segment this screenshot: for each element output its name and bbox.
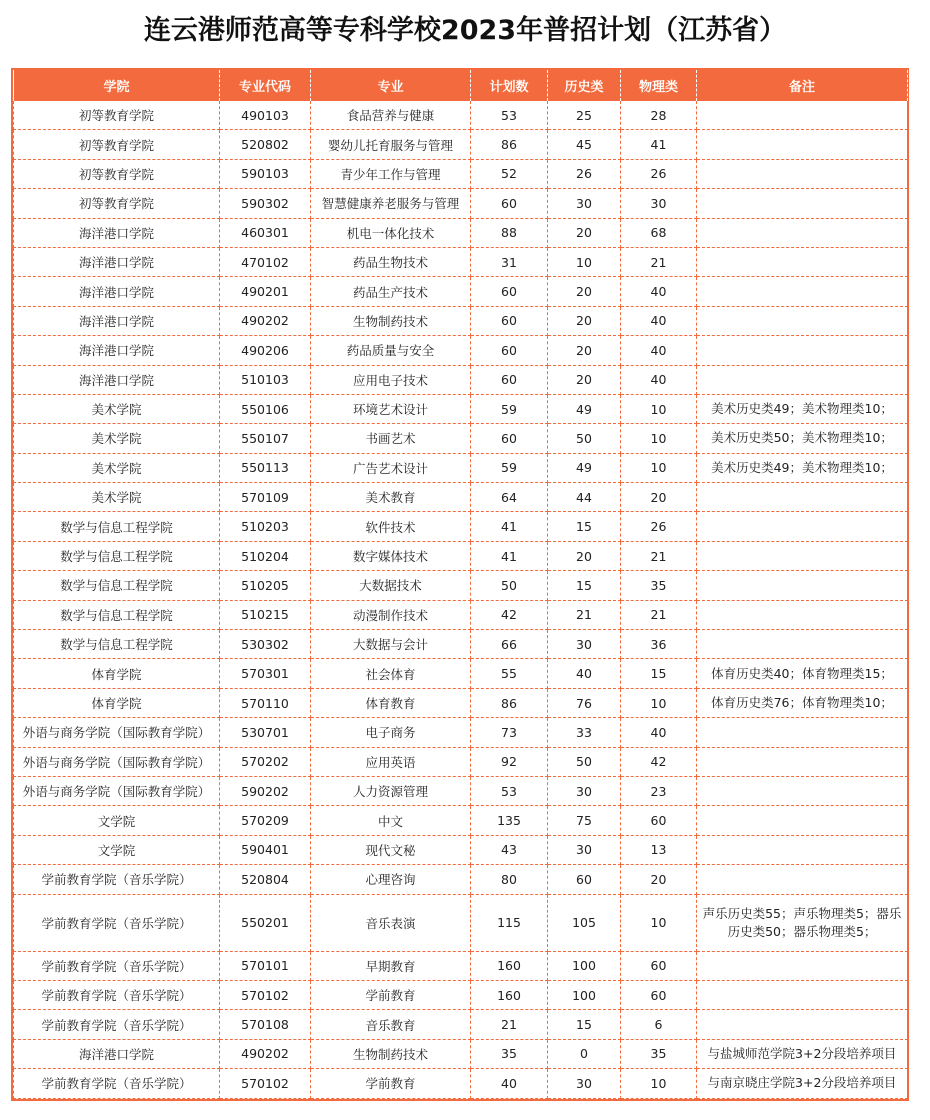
cell-notes <box>697 247 908 276</box>
cell-notes: 美术历史类49；美术物理类10； <box>697 394 908 423</box>
cell-notes: 体育历史类76；体育物理类10； <box>697 688 908 717</box>
cell-college: 外语与商务学院（国际教育学院） <box>14 718 220 747</box>
table-row <box>14 306 908 335</box>
cell-major: 应用电子技术 <box>311 365 471 394</box>
cell-major-code: 570102 <box>220 980 311 1009</box>
cell-history: 40 <box>548 659 621 688</box>
cell-history: 15 <box>548 1010 621 1039</box>
cell-notes <box>697 718 908 747</box>
cell-major-code: 510204 <box>220 541 311 570</box>
header-major: 专业 <box>311 70 471 101</box>
cell-physics: 10 <box>621 424 697 453</box>
cell-major: 环境艺术设计 <box>311 394 471 423</box>
cell-physics: 21 <box>621 600 697 629</box>
cell-notes <box>697 571 908 600</box>
cell-college: 体育学院 <box>14 688 220 717</box>
cell-plan-count: 160 <box>471 980 548 1009</box>
cell-major: 广告艺术设计 <box>311 453 471 482</box>
cell-college: 初等教育学院 <box>14 159 220 188</box>
cell-plan-count: 88 <box>471 218 548 247</box>
cell-history: 30 <box>548 776 621 805</box>
cell-college: 学前教育学院（音乐学院） <box>14 865 220 894</box>
cell-plan-count: 53 <box>471 776 548 805</box>
cell-plan-count: 21 <box>471 1010 548 1039</box>
cell-plan-count: 86 <box>471 130 548 159</box>
cell-major: 现代文秘 <box>311 835 471 864</box>
cell-major: 应用英语 <box>311 747 471 776</box>
cell-college: 海洋港口学院 <box>14 336 220 365</box>
cell-major-code: 490202 <box>220 1039 311 1068</box>
cell-major: 动漫制作技术 <box>311 600 471 629</box>
table-row <box>14 951 908 980</box>
cell-college: 学前教育学院（音乐学院） <box>14 980 220 1009</box>
cell-history: 105 <box>548 894 621 951</box>
table-row <box>14 1039 908 1068</box>
cell-college: 学前教育学院（音乐学院） <box>14 1069 220 1098</box>
cell-plan-count: 160 <box>471 951 548 980</box>
cell-history: 45 <box>548 130 621 159</box>
cell-major-code: 510205 <box>220 571 311 600</box>
cell-college: 外语与商务学院（国际教育学院） <box>14 776 220 805</box>
cell-plan-count: 59 <box>471 394 548 423</box>
cell-major-code: 510215 <box>220 600 311 629</box>
table-row <box>14 101 908 130</box>
cell-major: 音乐表演 <box>311 894 471 951</box>
cell-college: 海洋港口学院 <box>14 218 220 247</box>
table-row <box>14 277 908 306</box>
cell-notes <box>697 189 908 218</box>
cell-plan-count: 43 <box>471 835 548 864</box>
cell-major-code: 550201 <box>220 894 311 951</box>
cell-notes: 声乐历史类55；声乐物理类5；器乐历史类50；器乐物理类5； <box>697 894 908 951</box>
header-history: 历史类 <box>548 70 621 101</box>
table-row <box>14 806 908 835</box>
cell-major: 音乐教育 <box>311 1010 471 1039</box>
cell-major-code: 530701 <box>220 718 311 747</box>
cell-history: 75 <box>548 806 621 835</box>
cell-physics: 10 <box>621 894 697 951</box>
cell-major: 体育教育 <box>311 688 471 717</box>
cell-notes: 体育历史类40；体育物理类15； <box>697 659 908 688</box>
cell-major-code: 570202 <box>220 747 311 776</box>
cell-college: 美术学院 <box>14 424 220 453</box>
cell-history: 50 <box>548 747 621 776</box>
table-row <box>14 630 908 659</box>
cell-physics: 40 <box>621 365 697 394</box>
cell-physics: 10 <box>621 394 697 423</box>
table-row <box>14 159 908 188</box>
cell-notes <box>697 483 908 512</box>
cell-major: 药品生产技术 <box>311 277 471 306</box>
cell-notes <box>697 1010 908 1039</box>
table-row <box>14 336 908 365</box>
cell-major: 生物制药技术 <box>311 306 471 335</box>
cell-major: 电子商务 <box>311 718 471 747</box>
cell-college: 初等教育学院 <box>14 130 220 159</box>
cell-physics: 26 <box>621 159 697 188</box>
cell-physics: 6 <box>621 1010 697 1039</box>
table-row <box>14 247 908 276</box>
table-row <box>14 365 908 394</box>
table-row <box>14 1010 908 1039</box>
cell-plan-count: 80 <box>471 865 548 894</box>
cell-notes: 美术历史类50；美术物理类10； <box>697 424 908 453</box>
cell-physics: 35 <box>621 571 697 600</box>
cell-major: 早期教育 <box>311 951 471 980</box>
cell-major: 生物制药技术 <box>311 1039 471 1068</box>
cell-history: 33 <box>548 718 621 747</box>
cell-plan-count: 35 <box>471 1039 548 1068</box>
cell-college: 美术学院 <box>14 394 220 423</box>
cell-plan-count: 50 <box>471 571 548 600</box>
cell-plan-count: 60 <box>471 336 548 365</box>
cell-major-code: 490206 <box>220 336 311 365</box>
cell-history: 100 <box>548 951 621 980</box>
cell-major: 学前教育 <box>311 980 471 1009</box>
table-row <box>14 571 908 600</box>
cell-college: 海洋港口学院 <box>14 365 220 394</box>
cell-major-code: 570209 <box>220 806 311 835</box>
header-major-code: 专业代码 <box>220 70 311 101</box>
cell-history: 30 <box>548 189 621 218</box>
table-row <box>14 747 908 776</box>
cell-major-code: 550107 <box>220 424 311 453</box>
table-row <box>14 718 908 747</box>
cell-notes <box>697 951 908 980</box>
cell-college: 美术学院 <box>14 453 220 482</box>
cell-plan-count: 55 <box>471 659 548 688</box>
cell-physics: 40 <box>621 277 697 306</box>
cell-college: 美术学院 <box>14 483 220 512</box>
cell-major-code: 460301 <box>220 218 311 247</box>
cell-notes <box>697 806 908 835</box>
cell-notes: 美术历史类49；美术物理类10； <box>697 453 908 482</box>
cell-plan-count: 135 <box>471 806 548 835</box>
cell-plan-count: 60 <box>471 424 548 453</box>
cell-college: 海洋港口学院 <box>14 277 220 306</box>
cell-college: 体育学院 <box>14 659 220 688</box>
cell-major: 中文 <box>311 806 471 835</box>
cell-major: 青少年工作与管理 <box>311 159 471 188</box>
cell-physics: 60 <box>621 806 697 835</box>
cell-major-code: 590103 <box>220 159 311 188</box>
cell-notes: 与南京晓庄学院3+2分段培养项目 <box>697 1069 908 1098</box>
cell-major-code: 520802 <box>220 130 311 159</box>
cell-college: 初等教育学院 <box>14 189 220 218</box>
header-college: 学院 <box>14 70 220 101</box>
cell-plan-count: 92 <box>471 747 548 776</box>
cell-major-code: 550106 <box>220 394 311 423</box>
cell-major: 书画艺术 <box>311 424 471 453</box>
cell-physics: 21 <box>621 247 697 276</box>
table-row <box>14 512 908 541</box>
cell-notes <box>697 776 908 805</box>
cell-major: 软件技术 <box>311 512 471 541</box>
cell-major-code: 570301 <box>220 659 311 688</box>
cell-plan-count: 60 <box>471 365 548 394</box>
cell-history: 76 <box>548 688 621 717</box>
cell-notes <box>697 835 908 864</box>
cell-major: 大数据与会计 <box>311 630 471 659</box>
cell-college: 数学与信息工程学院 <box>14 600 220 629</box>
header-notes: 备注 <box>697 70 908 101</box>
table-row <box>14 1069 908 1098</box>
cell-plan-count: 73 <box>471 718 548 747</box>
enrollment-plan-table <box>13 70 908 1099</box>
cell-physics: 20 <box>621 865 697 894</box>
cell-notes <box>697 512 908 541</box>
table-header-row <box>14 70 908 101</box>
cell-major-code: 570109 <box>220 483 311 512</box>
cell-physics: 36 <box>621 630 697 659</box>
cell-physics: 13 <box>621 835 697 864</box>
cell-history: 49 <box>548 394 621 423</box>
cell-physics: 41 <box>621 130 697 159</box>
cell-physics: 10 <box>621 688 697 717</box>
cell-major-code: 490201 <box>220 277 311 306</box>
cell-plan-count: 64 <box>471 483 548 512</box>
cell-history: 20 <box>548 541 621 570</box>
cell-history: 20 <box>548 218 621 247</box>
cell-history: 60 <box>548 865 621 894</box>
cell-major-code: 530302 <box>220 630 311 659</box>
cell-physics: 40 <box>621 718 697 747</box>
table-row <box>14 394 908 423</box>
table-row <box>14 218 908 247</box>
cell-major-code: 590401 <box>220 835 311 864</box>
cell-major: 社会体育 <box>311 659 471 688</box>
cell-college: 文学院 <box>14 806 220 835</box>
cell-notes <box>697 600 908 629</box>
table-row <box>14 776 908 805</box>
cell-physics: 60 <box>621 951 697 980</box>
cell-history: 0 <box>548 1039 621 1068</box>
cell-major: 机电一体化技术 <box>311 218 471 247</box>
cell-major-code: 570102 <box>220 1069 311 1098</box>
cell-college: 文学院 <box>14 835 220 864</box>
cell-history: 30 <box>548 1069 621 1098</box>
table-row <box>14 541 908 570</box>
cell-history: 50 <box>548 424 621 453</box>
cell-plan-count: 41 <box>471 512 548 541</box>
table-row <box>14 835 908 864</box>
cell-notes <box>697 306 908 335</box>
cell-college: 数学与信息工程学院 <box>14 512 220 541</box>
cell-history: 15 <box>548 512 621 541</box>
cell-history: 30 <box>548 835 621 864</box>
cell-major: 食品营养与健康 <box>311 101 471 130</box>
cell-major-code: 570110 <box>220 688 311 717</box>
table-row <box>14 688 908 717</box>
cell-college: 海洋港口学院 <box>14 247 220 276</box>
cell-history: 10 <box>548 247 621 276</box>
cell-plan-count: 60 <box>471 277 548 306</box>
cell-notes <box>697 101 908 130</box>
cell-notes <box>697 218 908 247</box>
cell-history: 15 <box>548 571 621 600</box>
cell-physics: 68 <box>621 218 697 247</box>
cell-notes: 与盐城师范学院3+2分段培养项目 <box>697 1039 908 1068</box>
cell-plan-count: 115 <box>471 894 548 951</box>
cell-major-code: 510103 <box>220 365 311 394</box>
cell-plan-count: 66 <box>471 630 548 659</box>
cell-major: 数字媒体技术 <box>311 541 471 570</box>
cell-plan-count: 52 <box>471 159 548 188</box>
cell-college: 外语与商务学院（国际教育学院） <box>14 747 220 776</box>
cell-major: 药品质量与安全 <box>311 336 471 365</box>
header-plan-count: 计划数 <box>471 70 548 101</box>
cell-college: 学前教育学院（音乐学院） <box>14 951 220 980</box>
cell-major-code: 520804 <box>220 865 311 894</box>
table-row <box>14 600 908 629</box>
cell-physics: 60 <box>621 980 697 1009</box>
cell-plan-count: 60 <box>471 306 548 335</box>
page-title: 连云港师范高等专科学校2023年普招计划（江苏省） <box>143 15 787 46</box>
cell-major: 婴幼儿托育服务与管理 <box>311 130 471 159</box>
table-row <box>14 424 908 453</box>
header-physics: 物理类 <box>621 70 697 101</box>
cell-history: 30 <box>548 630 621 659</box>
cell-major-code: 490202 <box>220 306 311 335</box>
cell-college: 学前教育学院（音乐学院） <box>14 1010 220 1039</box>
enrollment-plan-table-container <box>11 68 909 1101</box>
table-row <box>14 483 908 512</box>
cell-major-code: 590202 <box>220 776 311 805</box>
cell-history: 44 <box>548 483 621 512</box>
cell-physics: 35 <box>621 1039 697 1068</box>
cell-history: 26 <box>548 159 621 188</box>
cell-physics: 10 <box>621 1069 697 1098</box>
cell-plan-count: 59 <box>471 453 548 482</box>
cell-college: 数学与信息工程学院 <box>14 541 220 570</box>
cell-plan-count: 31 <box>471 247 548 276</box>
table-row <box>14 865 908 894</box>
cell-physics: 10 <box>621 453 697 482</box>
cell-major-code: 570108 <box>220 1010 311 1039</box>
cell-major: 人力资源管理 <box>311 776 471 805</box>
table-row <box>14 189 908 218</box>
cell-plan-count: 40 <box>471 1069 548 1098</box>
cell-physics: 40 <box>621 336 697 365</box>
cell-notes <box>697 865 908 894</box>
cell-notes <box>697 336 908 365</box>
cell-college: 数学与信息工程学院 <box>14 571 220 600</box>
cell-physics: 15 <box>621 659 697 688</box>
cell-history: 20 <box>548 365 621 394</box>
cell-major: 学前教育 <box>311 1069 471 1098</box>
cell-major-code: 550113 <box>220 453 311 482</box>
cell-major-code: 490103 <box>220 101 311 130</box>
cell-history: 20 <box>548 306 621 335</box>
cell-plan-count: 41 <box>471 541 548 570</box>
table-row <box>14 659 908 688</box>
cell-notes <box>697 980 908 1009</box>
cell-history: 100 <box>548 980 621 1009</box>
cell-history: 20 <box>548 277 621 306</box>
cell-major: 药品生物技术 <box>311 247 471 276</box>
table-row <box>14 130 908 159</box>
cell-college: 学前教育学院（音乐学院） <box>14 894 220 951</box>
cell-major: 美术教育 <box>311 483 471 512</box>
cell-history: 20 <box>548 336 621 365</box>
cell-plan-count: 60 <box>471 189 548 218</box>
table-row <box>14 980 908 1009</box>
table-row <box>14 894 908 951</box>
cell-college: 海洋港口学院 <box>14 1039 220 1068</box>
cell-physics: 21 <box>621 541 697 570</box>
cell-notes <box>697 630 908 659</box>
cell-plan-count: 42 <box>471 600 548 629</box>
cell-notes <box>697 365 908 394</box>
cell-college: 数学与信息工程学院 <box>14 630 220 659</box>
cell-history: 25 <box>548 101 621 130</box>
cell-notes <box>697 130 908 159</box>
cell-physics: 28 <box>621 101 697 130</box>
cell-notes <box>697 747 908 776</box>
table-body <box>14 101 908 1099</box>
cell-major-code: 510203 <box>220 512 311 541</box>
cell-physics: 40 <box>621 306 697 335</box>
cell-college: 初等教育学院 <box>14 101 220 130</box>
cell-plan-count: 86 <box>471 688 548 717</box>
table-row <box>14 453 908 482</box>
cell-history: 21 <box>548 600 621 629</box>
cell-physics: 26 <box>621 512 697 541</box>
cell-physics: 30 <box>621 189 697 218</box>
cell-major: 心理咨询 <box>311 865 471 894</box>
cell-plan-count: 53 <box>471 101 548 130</box>
cell-history: 49 <box>548 453 621 482</box>
cell-notes <box>697 541 908 570</box>
cell-major: 智慧健康养老服务与管理 <box>311 189 471 218</box>
cell-major-code: 470102 <box>220 247 311 276</box>
cell-college: 海洋港口学院 <box>14 306 220 335</box>
cell-major: 大数据技术 <box>311 571 471 600</box>
cell-notes <box>697 159 908 188</box>
cell-notes <box>697 277 908 306</box>
cell-major-code: 570101 <box>220 951 311 980</box>
cell-major-code: 590302 <box>220 189 311 218</box>
cell-physics: 23 <box>621 776 697 805</box>
cell-physics: 42 <box>621 747 697 776</box>
cell-physics: 20 <box>621 483 697 512</box>
